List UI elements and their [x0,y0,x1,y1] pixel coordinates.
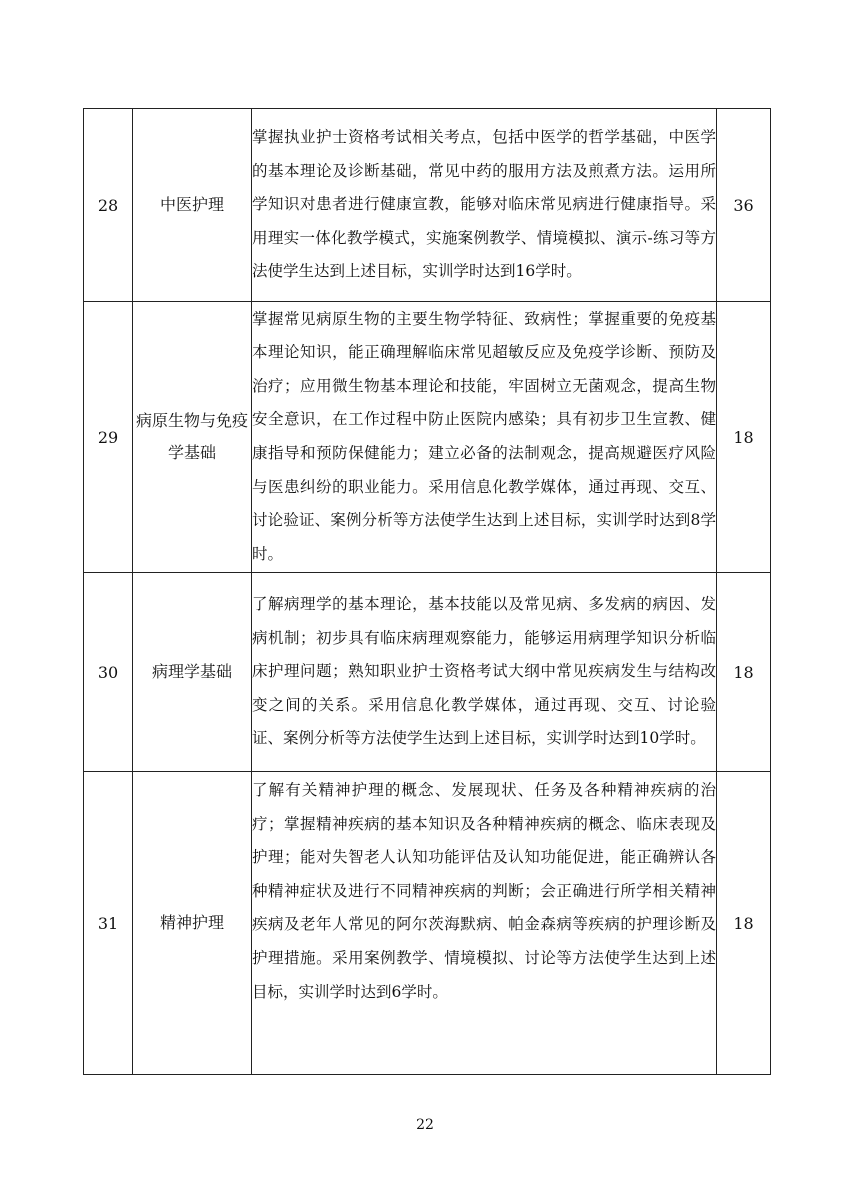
course-number: 29 [84,302,133,573]
course-description: 了解病理学的基本理论，基本技能以及常见病、多发病的病因、发病机制；初步具有临床病理观察能力，能够运用病理学知识分析临床护理问题；熟知职业护士资格考试大纲中常见疾病发生与结构改变之间的关系。采用信息化教学媒体，通过再现、交互、讨论验证、案例分析等方法使学生达到上述目标，实训学时达到10学时。 [252,573,717,772]
course-name: 中医护理 [133,109,252,302]
course-description: 掌握常见病原生物的主要生物学特征、致病性；掌握重要的免疫基本理论知识，能正确理解临床常见超敏反应及免疫学诊断、预防及治疗；应用微生物基本理论和技能，牢固树立无菌观念，提高生物安全意识，在工作过程中防止医院内感染；具有初步卫生宣教、健康指导和预防保健能力；建立必备的法制观念，提高规避医疗风险与医患纠纷的职业能力。采用信息化教学媒体，通过再现、交互、讨论验证、案例分析等方法使学生达到上述目标，实训学时达到8学时。 [252,302,717,573]
table-row [84,772,771,1075]
course-hours: 18 [717,302,771,573]
course-hours: 36 [717,109,771,302]
course-hours: 18 [717,772,771,1075]
table-row [84,573,771,772]
page-number: 22 [416,1117,434,1133]
course-name: 精神护理 [133,772,252,1075]
table-row [84,109,771,302]
course-description: 掌握执业护士资格考试相关考点，包括中医学的哲学基础，中医学的基本理论及诊断基础，常见中药的服用方法及煎煮方法。运用所学知识对患者进行健康宣教，能够对临床常见病进行健康指导。采用理实一体化教学模式，实施案例教学、情境模拟、演示-练习等方法使学生达到上述目标，实训学时达到16学时。 [252,109,717,302]
course-hours: 18 [717,573,771,772]
course-name: 病理学基础 [133,573,252,772]
course-number: 31 [84,772,133,1075]
course-number: 28 [84,109,133,302]
course-name: 病原生物与免疫学基础 [133,302,252,573]
course-number: 30 [84,573,133,772]
table-row [84,302,771,573]
course-description: 了解有关精神护理的概念、发展现状、任务及各种精神疾病的治疗；掌握精神疾病的基本知识及各种精神疾病的概念、临床表现及护理；能对失智老人认知功能评估及认知功能促进，能正确辨认各种精神症状及进行不同精神疾病的判断；会正确进行所学相关精神疾病及老年人常见的阿尔茨海默病、帕金森病等疾病的护理诊断及护理措施。采用案例教学、情境模拟、讨论等方法使学生达到上述目标，实训学时达到6学时。 [252,772,717,1075]
course-table [83,108,771,1075]
